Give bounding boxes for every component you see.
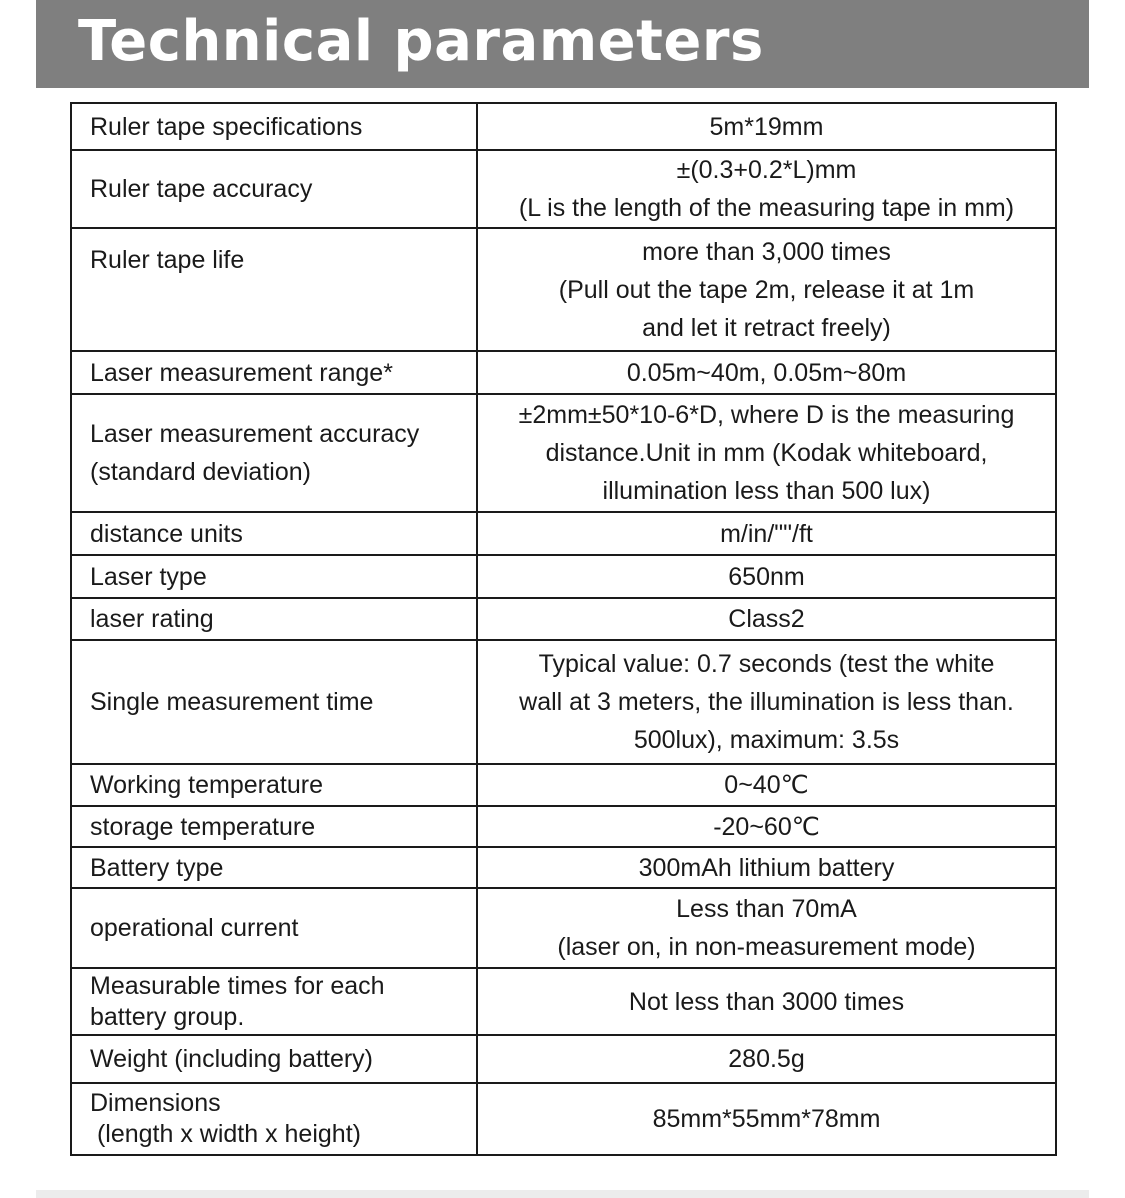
param-cell (71, 555, 477, 598)
value-text: ±2mm±50*10-6*D, where D is the measuring (518, 401, 1015, 429)
table-row (71, 888, 1056, 968)
value-text: 650nm (728, 562, 805, 591)
value-cell (477, 512, 1056, 555)
param-label: Single measurement time (90, 688, 374, 716)
value-text: (laser on, in non-measurement mode) (557, 933, 976, 961)
table-row (71, 1083, 1056, 1155)
value-text: Typical value: 0.7 seconds (test the white (538, 650, 995, 678)
value-cell (477, 640, 1056, 764)
table-row (71, 1035, 1056, 1083)
value-cell (477, 968, 1056, 1035)
param-cell (71, 764, 477, 806)
table-row (71, 598, 1056, 640)
table-row (71, 394, 1056, 512)
param-cell (71, 394, 477, 512)
param-label: operational current (90, 914, 299, 942)
value-cell (477, 103, 1056, 150)
value-cell (477, 555, 1056, 598)
table-row (71, 512, 1056, 555)
param-cell (71, 351, 477, 394)
table-row (71, 640, 1056, 764)
value-text: 300mAh lithium battery (638, 853, 895, 882)
table-row (71, 228, 1056, 351)
param-cell (71, 512, 477, 555)
value-text: distance.Unit in mm (Kodak whiteboard, (545, 439, 988, 467)
value-text: 280.5g (728, 1045, 805, 1073)
param-cell (71, 1035, 477, 1083)
param-cell (71, 228, 477, 351)
value-text: 0~40℃ (724, 771, 809, 799)
value-text: 0.05m~40m, 0.05m~80m (626, 358, 907, 387)
param-label: laser rating (90, 605, 214, 633)
value-text: illumination less than 500 lux) (602, 477, 931, 505)
param-label: Weight (including battery) (90, 1045, 374, 1073)
value-cell (477, 888, 1056, 968)
header-bar (36, 0, 1089, 88)
param-cell (71, 640, 477, 764)
table-row (71, 555, 1056, 598)
value-text: (Pull out the tape 2m, release it at 1m (558, 275, 975, 304)
param-label: Ruler tape specifications (90, 112, 363, 141)
param-cell (71, 150, 477, 228)
value-text: Not less than 3000 times (628, 987, 905, 1016)
table-row (71, 806, 1056, 847)
bottom-divider (36, 1190, 1089, 1198)
param-cell (71, 968, 477, 1035)
value-text: m/in/""/ft (720, 519, 813, 548)
param-label: (length x width x height) (90, 1120, 361, 1148)
value-cell (477, 1035, 1056, 1083)
param-label: Dimensions (90, 1089, 221, 1117)
param-label: Working temperature (90, 771, 323, 799)
value-text: more than 3,000 times (642, 237, 891, 266)
table-row (71, 150, 1056, 228)
param-cell (71, 806, 477, 847)
value-cell (477, 351, 1056, 394)
param-cell (71, 888, 477, 968)
value-cell (477, 394, 1056, 512)
table-row (71, 103, 1056, 150)
value-text: 85mm*55mm*78mm (652, 1105, 881, 1133)
value-cell (477, 150, 1056, 228)
value-text: 500lux), maximum: 3.5s (633, 726, 900, 754)
param-label: Laser measurement accuracy (90, 420, 420, 448)
value-text: ±(0.3+0.2*L)mm (676, 156, 857, 184)
value-cell (477, 1083, 1056, 1155)
value-text: (L is the length of the measuring tape in mm) (518, 194, 1015, 222)
value-text: and let it retract freely) (642, 313, 891, 342)
value-text: -20~60℃ (713, 812, 820, 841)
value-cell (477, 806, 1056, 847)
page-title: Technical parameters (78, 9, 764, 74)
param-label: Battery type (90, 853, 224, 882)
value-text: Class2 (728, 605, 805, 633)
table-row (71, 764, 1056, 806)
param-label: Ruler tape life (90, 246, 245, 274)
param-cell (71, 847, 477, 888)
value-text: Less than 70mA (676, 895, 857, 923)
param-label: Laser measurement range* (90, 358, 393, 387)
value-text: wall at 3 meters, the illumination is less than. (519, 688, 1014, 716)
param-label: storage temperature (90, 812, 316, 841)
param-label: distance units (90, 519, 243, 548)
param-cell (71, 598, 477, 640)
param-label: Measurable times for each (90, 971, 385, 1000)
param-label: (standard deviation) (90, 458, 311, 486)
value-cell (477, 598, 1056, 640)
value-cell (477, 847, 1056, 888)
table-row (71, 847, 1056, 888)
param-label: Laser type (90, 562, 207, 591)
value-cell (477, 764, 1056, 806)
value-text: 5m*19mm (709, 112, 824, 141)
param-cell (71, 1083, 477, 1155)
param-cell (71, 103, 477, 150)
param-label: battery group. (90, 1002, 245, 1031)
spec-table (70, 102, 1057, 1156)
table-row (71, 351, 1056, 394)
value-cell (477, 228, 1056, 351)
table-row (71, 968, 1056, 1035)
param-label: Ruler tape accuracy (90, 175, 313, 203)
